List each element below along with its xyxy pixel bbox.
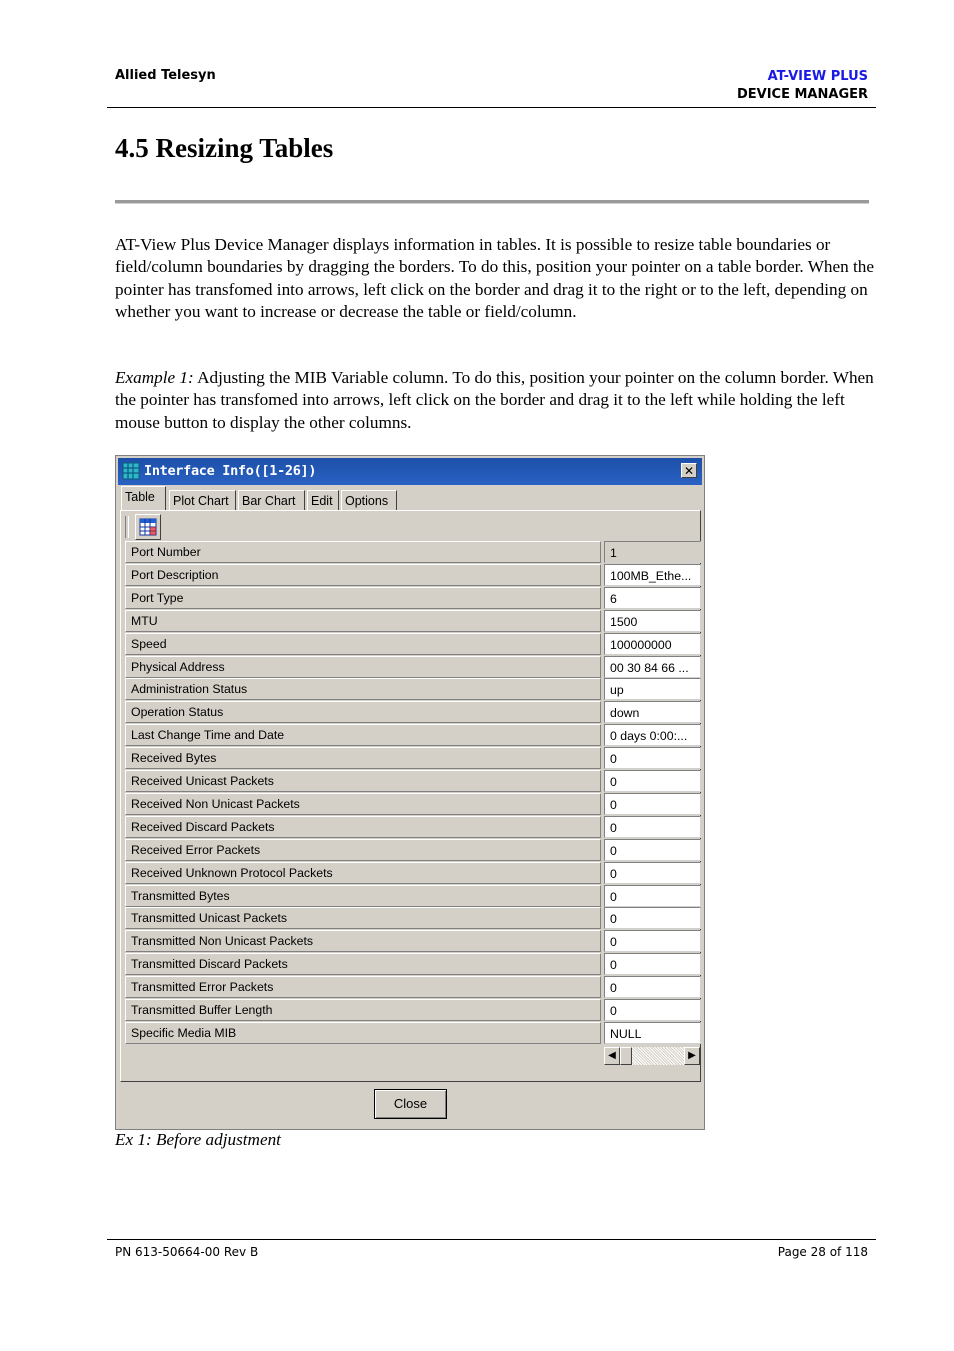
table-row[interactable]	[125, 862, 701, 884]
footer-part-number: PN 613-50664-00 Rev B	[115, 1245, 259, 1259]
value-cell[interactable]: 0	[604, 793, 701, 815]
tab-options[interactable]: Options	[341, 490, 397, 510]
table-row[interactable]	[125, 770, 701, 792]
table-row[interactable]	[125, 701, 701, 723]
table-row[interactable]	[125, 839, 701, 861]
table-row[interactable]	[125, 999, 701, 1021]
table-row[interactable]	[125, 1022, 701, 1044]
figure-caption: Ex 1: Before adjustment	[115, 1130, 281, 1149]
section-title: 4.5 Resizing Tables	[115, 133, 334, 163]
value-cell[interactable]: 0	[604, 862, 701, 884]
close-icon[interactable]: ✕	[681, 463, 697, 478]
header-rule	[107, 107, 876, 108]
tab-edit[interactable]: Edit	[307, 490, 339, 510]
table-row[interactable]	[125, 747, 701, 769]
title-rule	[115, 200, 869, 204]
table-grid-icon	[137, 516, 159, 538]
mib-variable-cell: Physical Address	[125, 656, 601, 678]
tab-bar-chart[interactable]: Bar Chart	[238, 490, 305, 510]
value-cell[interactable]: 0	[604, 747, 701, 769]
value-cell[interactable]: 0	[604, 930, 701, 952]
header-product	[737, 68, 868, 104]
mib-variable-cell: Operation Status	[125, 701, 601, 723]
value-cell[interactable]: 0	[604, 885, 701, 907]
mib-variable-cell: Transmitted Discard Packets	[125, 953, 601, 975]
table-grid-icon	[122, 462, 140, 480]
mib-variable-cell: Transmitted Error Packets	[125, 976, 601, 998]
scroll-left-icon[interactable]: ◀	[604, 1047, 620, 1065]
table-row[interactable]	[125, 907, 701, 929]
mib-variable-cell: Transmitted Buffer Length	[125, 999, 601, 1021]
tab-plot-chart[interactable]: Plot Chart	[169, 490, 236, 510]
mib-variable-cell: Received Unknown Protocol Packets	[125, 862, 601, 884]
mib-variable-cell: Transmitted Unicast Packets	[125, 907, 601, 929]
value-cell[interactable]: 0	[604, 976, 701, 998]
table-row[interactable]	[125, 633, 701, 655]
value-cell[interactable]: 100MB_Ethe...	[604, 564, 701, 586]
mib-variable-cell: Received Non Unicast Packets	[125, 793, 601, 815]
table-row[interactable]	[125, 724, 701, 746]
mib-variable-cell: Received Bytes	[125, 747, 601, 769]
horizontal-scrollbar[interactable]	[604, 1047, 700, 1065]
footer-rule	[107, 1239, 876, 1240]
value-cell[interactable]: 1500	[604, 610, 701, 632]
table-row[interactable]	[125, 816, 701, 838]
table-row[interactable]	[125, 953, 701, 975]
paragraph-intro: AT-View Plus Device Manager displays information in tables. It is possible to resize table boundaries or field/column boundaries by dragging the borders. To do this, position your pointer on a table border. When the pointer has transfomed into arrows, left click on the border and drag it to the right or to the left, depending on whether you want to increase or decrease the table or field/column.	[115, 235, 875, 322]
dialog-title: Interface Info([1-26])	[144, 463, 317, 479]
mib-variable-cell: Speed	[125, 633, 601, 655]
footer-page: Page 28 of 118	[777, 1245, 868, 1259]
mib-variable-cell: Received Unicast Packets	[125, 770, 601, 792]
interface-info-dialog	[115, 455, 705, 1130]
value-cell[interactable]: 0	[604, 816, 701, 838]
header-product-line1: AT-VIEW PLUS	[767, 69, 868, 84]
value-cell[interactable]: 0	[604, 770, 701, 792]
table-view-button[interactable]	[135, 514, 161, 540]
close-button[interactable]: Close	[374, 1089, 447, 1119]
value-cell[interactable]: up	[604, 678, 701, 700]
value-cell[interactable]: 100000000	[604, 633, 701, 655]
table-row[interactable]	[125, 793, 701, 815]
table-row[interactable]	[125, 610, 701, 632]
mib-variable-cell: Received Discard Packets	[125, 816, 601, 838]
header-company: Allied Telesyn	[115, 68, 216, 83]
mib-variable-cell: Port Type	[125, 587, 601, 609]
mib-variable-cell: MTU	[125, 610, 601, 632]
dialog-titlebar[interactable]	[118, 458, 702, 485]
value-cell[interactable]: 1	[604, 541, 701, 563]
mib-variable-cell: Received Error Packets	[125, 839, 601, 861]
value-cell[interactable]: down	[604, 701, 701, 723]
example-text: Adjusting the MIB Variable column. To do this, position your pointer on the column border. When the pointer has transfomed into arrows, left click on the border and drag it to the left while holding the left mouse button to display the other columns.	[115, 368, 874, 432]
value-cell[interactable]: 00 30 84 66 ...	[604, 656, 701, 678]
example-lead: Example 1:	[115, 368, 194, 387]
scroll-right-icon[interactable]: ▶	[684, 1047, 700, 1065]
table-row[interactable]	[125, 976, 701, 998]
table-row[interactable]	[125, 885, 701, 907]
mib-variable-cell: Specific Media MIB	[125, 1022, 601, 1044]
mib-variable-cell: Transmitted Non Unicast Packets	[125, 930, 601, 952]
mib-variable-cell: Port Number	[125, 541, 601, 563]
value-cell[interactable]: 0 days 0:00:...	[604, 724, 701, 746]
table-row[interactable]	[125, 656, 701, 678]
value-cell[interactable]: 0	[604, 907, 701, 929]
table-row[interactable]	[125, 678, 701, 700]
mib-variable-cell: Port Description	[125, 564, 601, 586]
mib-variable-cell: Last Change Time and Date	[125, 724, 601, 746]
header-product-line2: DEVICE MANAGER	[736, 87, 868, 102]
mib-variable-cell: Transmitted Bytes	[125, 885, 601, 907]
tab-table[interactable]: Table	[121, 486, 166, 511]
scroll-thumb[interactable]	[620, 1047, 632, 1065]
table-row[interactable]	[125, 930, 701, 952]
table-row[interactable]	[125, 587, 701, 609]
value-cell[interactable]: 6	[604, 587, 701, 609]
table-panel	[120, 510, 701, 1082]
value-cell[interactable]: NULL	[604, 1022, 701, 1044]
value-cell[interactable]: 0	[604, 839, 701, 861]
table-row[interactable]	[125, 564, 701, 586]
paragraph-example	[115, 367, 875, 434]
table-row[interactable]	[125, 541, 701, 563]
value-cell[interactable]: 0	[604, 999, 701, 1021]
mib-variable-cell: Administration Status	[125, 678, 601, 700]
toolbar-separator	[125, 516, 129, 538]
value-cell[interactable]: 0	[604, 953, 701, 975]
